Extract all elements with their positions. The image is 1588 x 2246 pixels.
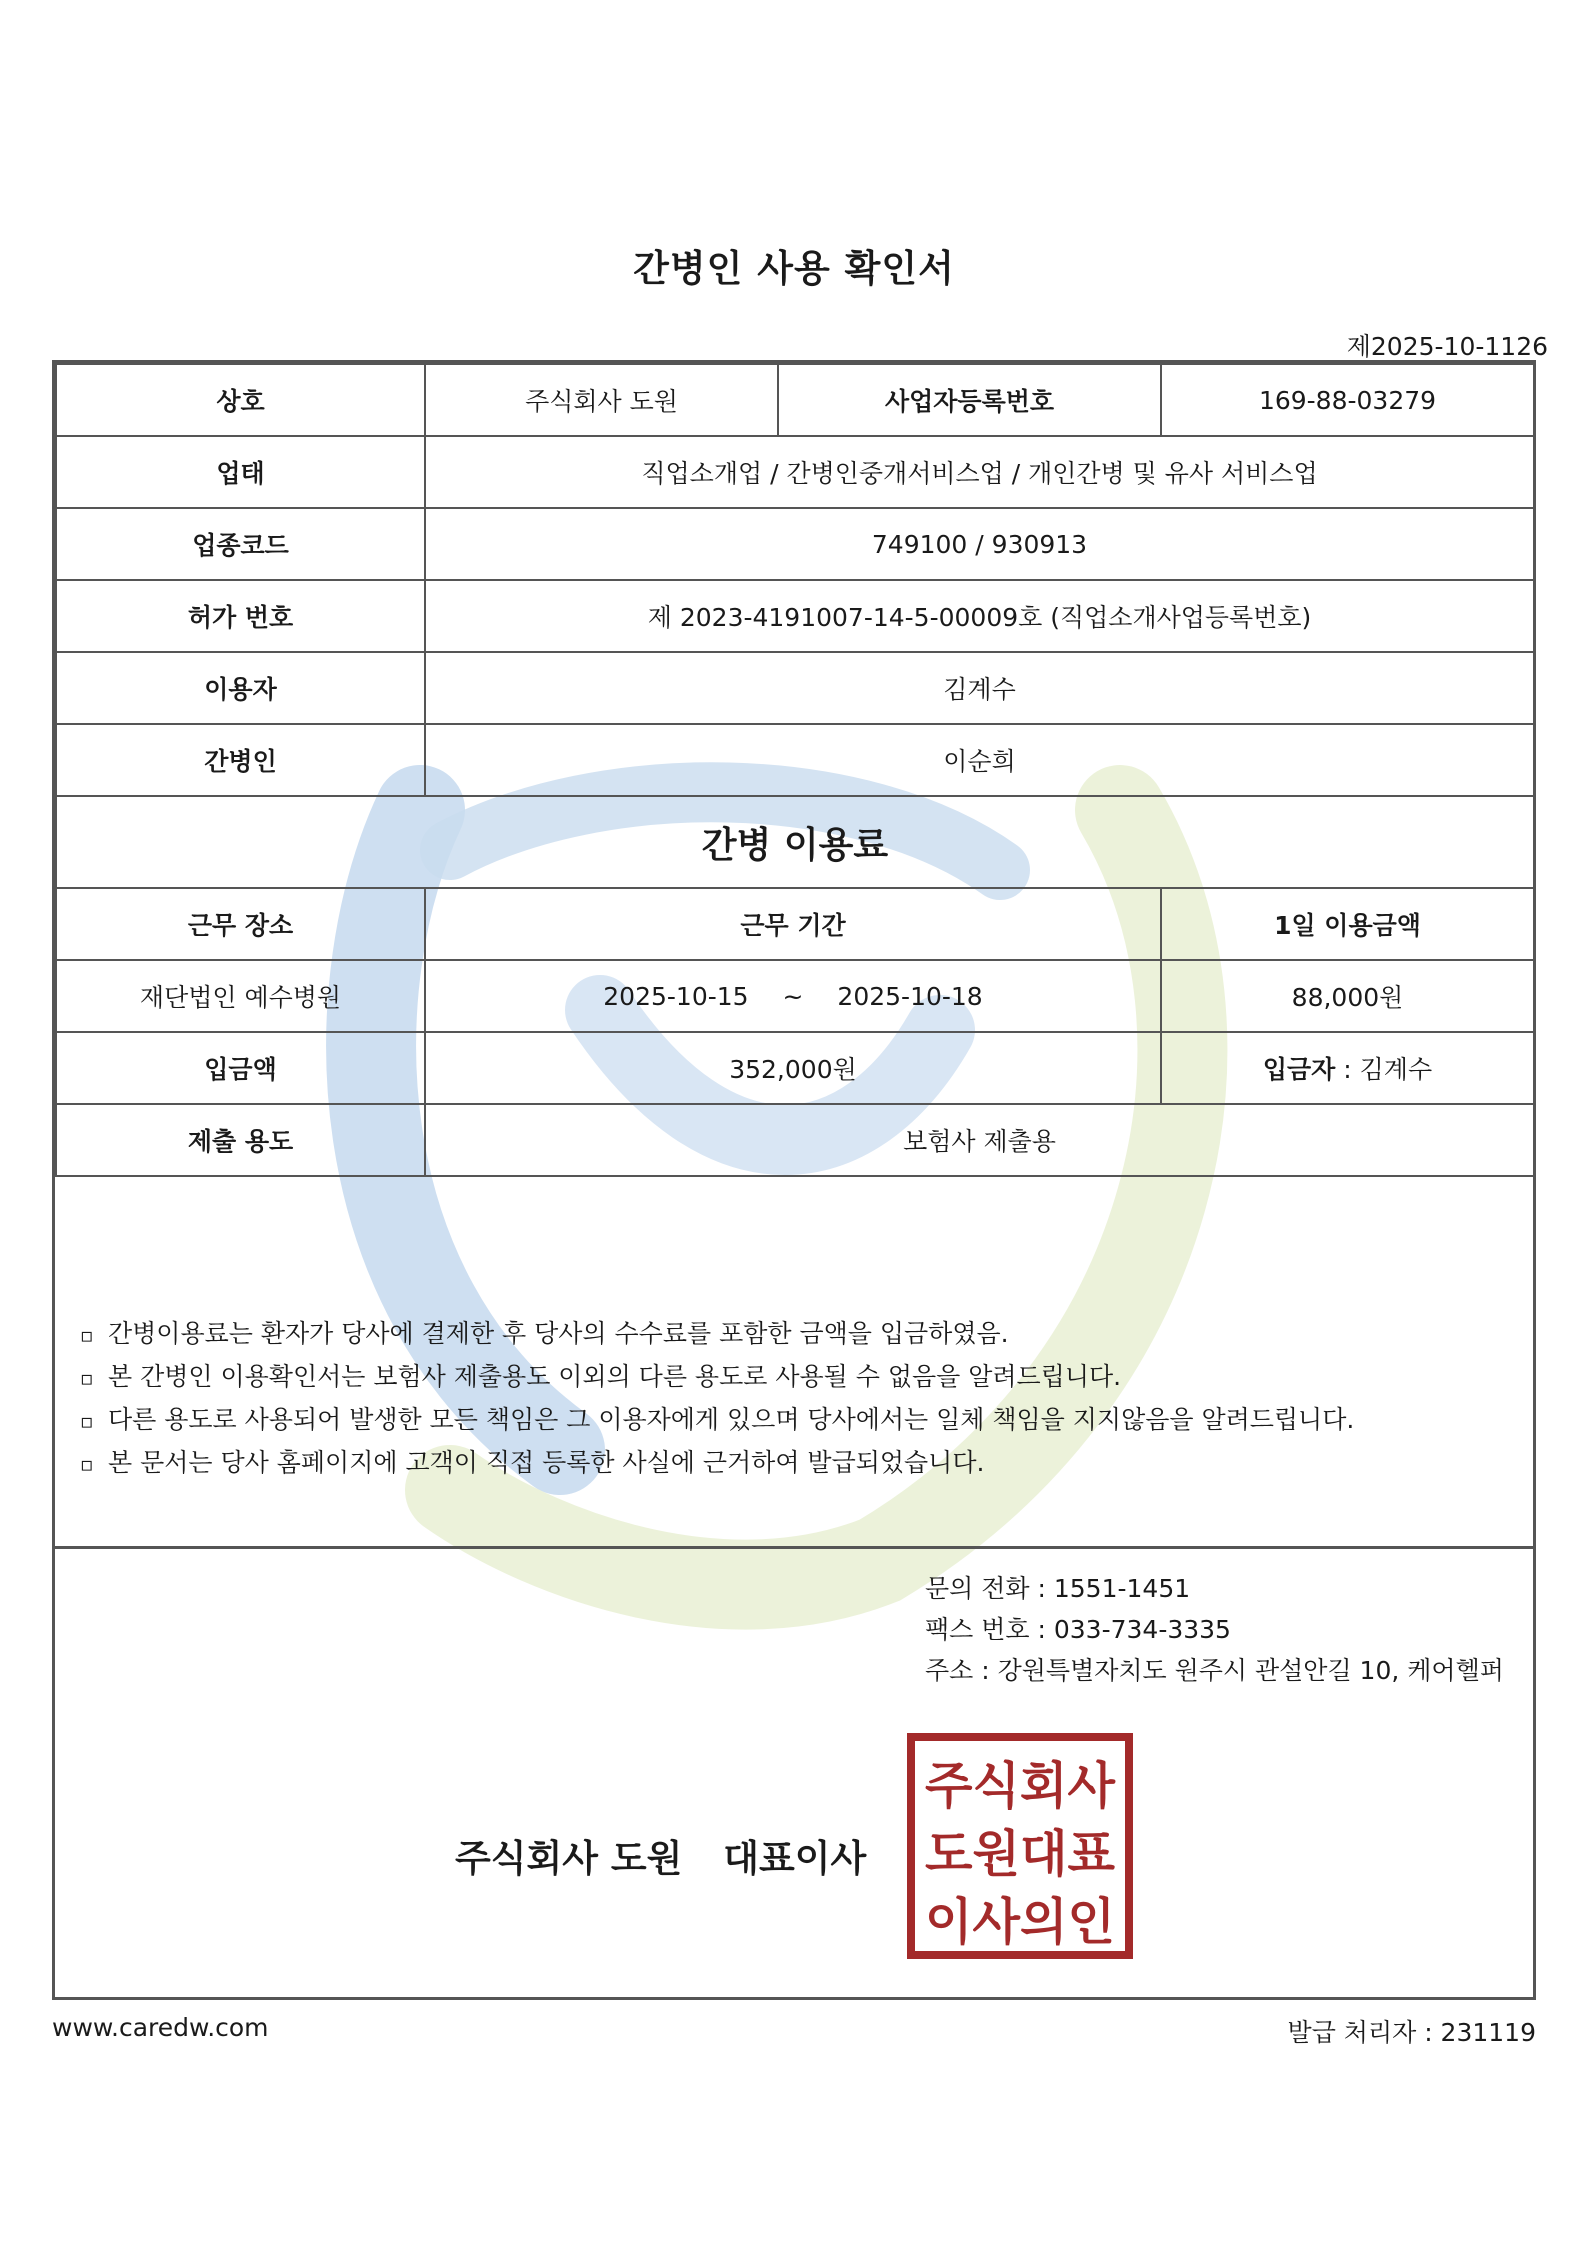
issuer-info: 발급 처리자 : 231119: [1287, 2018, 1536, 2047]
deposit-value: 352,000원: [425, 1032, 1161, 1104]
signature-line: [455, 1828, 866, 1882]
contact-address: 주소 : 강원특별자치도 원주시 관설안길 10, 케어헬퍼: [925, 1656, 1504, 1685]
table-row: [56, 960, 1534, 1032]
company-value: 주식회사 도원: [425, 364, 778, 436]
depositor-cell: [1161, 1032, 1534, 1104]
website-link[interactable]: www.caredw.com: [52, 2013, 269, 2042]
svg-text:주식회사: 주식회사: [925, 1756, 1116, 1815]
permit-value: 제 2023-4191007-14-5-00009호 (직업소개사업등록번호): [425, 580, 1534, 652]
bizno-value: 169-88-03279: [1161, 364, 1534, 436]
svg-text:도원대표: 도원대표: [925, 1824, 1116, 1883]
table-row: [56, 508, 1534, 580]
svg-text:이사의인: 이사의인: [925, 1892, 1115, 1951]
place-label: 근무 장소: [56, 888, 425, 960]
list-item: ▫ 다른 용도로 사용되어 발생한 모든 책임은 그 이용자에게 있으며 당사에서는 일체 책임을 지지않음을 알려드립니다.: [80, 1399, 1354, 1442]
table-row: [56, 652, 1534, 724]
permit-label: 허가 번호: [56, 580, 425, 652]
document-number: 제2025-10-1126: [1346, 332, 1548, 361]
industry-code-label: 업종코드: [56, 508, 425, 580]
table-row: [56, 796, 1534, 888]
purpose-value: 보험사 제출용: [425, 1104, 1534, 1176]
list-item: ▫ 간병이용료는 환자가 당사에 결제한 후 당사의 수수료를 포함한 금액을 입금하였음.: [80, 1313, 1354, 1356]
info-table: [55, 363, 1535, 1177]
fee-section-title: 간병 이용료: [56, 796, 1534, 888]
table-row: [56, 364, 1534, 436]
table-row: [56, 724, 1534, 796]
table-row: [56, 888, 1534, 960]
company-seal-stamp: [905, 1731, 1135, 1961]
table-row: [56, 1104, 1534, 1176]
daily-value: 88,000원: [1161, 960, 1534, 1032]
table-row: [56, 1032, 1534, 1104]
period-end: 2025-10-18: [837, 981, 983, 1011]
contact-phone: 문의 전화 : 1551-1451: [925, 1574, 1191, 1603]
business-type-label: 업태: [56, 436, 425, 508]
period-value: [425, 960, 1161, 1032]
depositor-label: 입금자: [1262, 1055, 1336, 1084]
industry-code-value: 749100 / 930913: [425, 508, 1534, 580]
business-type-value: 직업소개업 / 간병인중개서비스업 / 개인간병 및 유사 서비스업: [425, 436, 1534, 508]
bullet-icon: ▫: [80, 1366, 94, 1390]
purpose-label: 제출 용도: [56, 1104, 425, 1176]
caregiver-label: 간병인: [56, 724, 425, 796]
period-label: 근무 기간: [425, 888, 1161, 960]
list-item: ▫ 본 문서는 당사 홈페이지에 고객이 직접 등록한 사실에 근거하여 발급되었습니다.: [80, 1442, 1354, 1485]
deposit-label: 입금액: [56, 1032, 425, 1104]
signature-company: 주식회사 도원: [455, 1837, 683, 1880]
bullet-icon: ▫: [80, 1409, 94, 1433]
contact-fax: 팩스 번호 : 033-734-3335: [925, 1615, 1231, 1644]
daily-label: 1일 이용금액: [1161, 888, 1534, 960]
caregiver-value: 이순희: [425, 724, 1534, 796]
user-value: 김계수: [425, 652, 1534, 724]
document-title: 간병인 사용 확인서: [633, 247, 955, 290]
signature-title: 대표이사: [723, 1837, 867, 1880]
bullet-icon: ▫: [80, 1452, 94, 1476]
certificate-frame: [52, 360, 1536, 2000]
company-label: 상호: [56, 364, 425, 436]
contact-info: [925, 1568, 1504, 1691]
bullet-icon: ▫: [80, 1323, 94, 1347]
user-label: 이용자: [56, 652, 425, 724]
list-item: ▫ 본 간병인 이용확인서는 보험사 제출용도 이외의 다른 용도로 사용될 수 없음을 알려드립니다.: [80, 1356, 1354, 1399]
place-value: 재단법인 예수병원: [56, 960, 425, 1032]
table-row: [56, 580, 1534, 652]
depositor-value: : 김계수: [1343, 1055, 1433, 1084]
bizno-label: 사업자등록번호: [778, 364, 1161, 436]
section-divider: [55, 1546, 1533, 1549]
notes-list: [80, 1313, 1354, 1485]
period-start: 2025-10-15: [603, 981, 749, 1011]
table-row: [56, 436, 1534, 508]
period-separator: ~: [782, 981, 804, 1011]
